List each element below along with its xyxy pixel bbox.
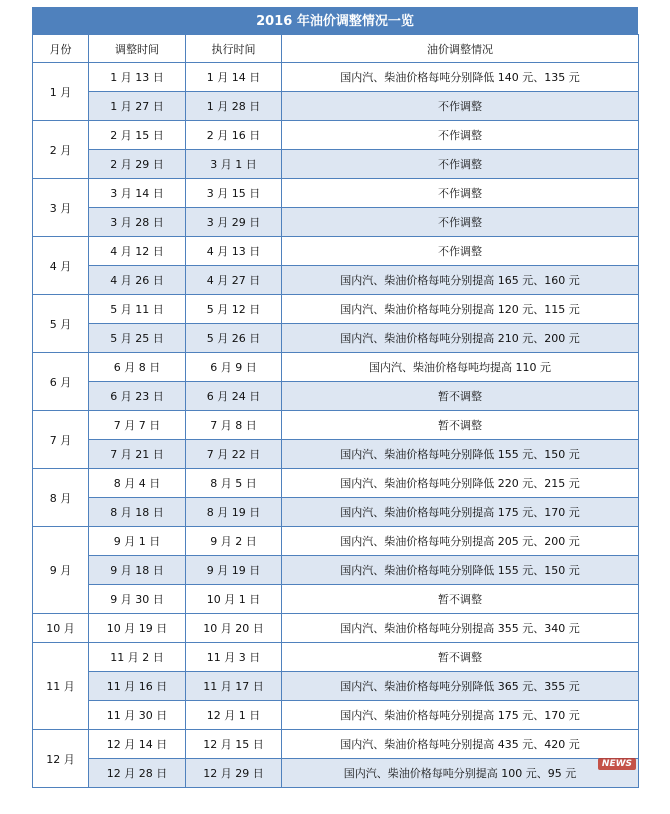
table-row: [33, 237, 639, 266]
adjust-date-cell: 7 月 21 日: [89, 440, 186, 469]
adjustment-detail-cell: 不作调整: [282, 92, 639, 121]
table-row: [33, 527, 639, 556]
table-row: [33, 672, 639, 701]
adjust-date-cell: 6 月 23 日: [89, 382, 186, 411]
adjustment-detail-cell: 国内汽、柴油价格每吨分别提高 165 元、160 元: [282, 266, 639, 295]
exec-date-cell: 12 月 1 日: [186, 701, 282, 730]
header-month: 月份: [33, 35, 89, 63]
table-title: 2016 年油价调整情况一览: [32, 7, 638, 34]
month-cell: 9 月: [33, 527, 89, 614]
adjust-date-cell: 3 月 28 日: [89, 208, 186, 237]
header-adjust-date: 调整时间: [89, 35, 186, 63]
exec-date-cell: 8 月 19 日: [186, 498, 282, 527]
month-cell: 7 月: [33, 411, 89, 469]
table-row: [33, 556, 639, 585]
adjustment-detail-cell: 暂不调整: [282, 585, 639, 614]
table-row: [33, 730, 639, 759]
adjustment-detail-cell: 国内汽、柴油价格每吨分别提高 210 元、200 元: [282, 324, 639, 353]
table-row: [33, 411, 639, 440]
exec-date-cell: 2 月 16 日: [186, 121, 282, 150]
adjust-date-cell: 11 月 30 日: [89, 701, 186, 730]
adjustment-detail-cell: 国内汽、柴油价格每吨分别降低 365 元、355 元: [282, 672, 639, 701]
table-row: [33, 382, 639, 411]
adjust-date-cell: 5 月 11 日: [89, 295, 186, 324]
adjust-date-cell: 12 月 28 日: [89, 759, 186, 788]
adjustment-detail-cell: 国内汽、柴油价格每吨分别提高 120 元、115 元: [282, 295, 639, 324]
adjustment-detail-cell: 国内汽、柴油价格每吨分别提高 205 元、200 元: [282, 527, 639, 556]
table-row: [33, 585, 639, 614]
month-cell: 3 月: [33, 179, 89, 237]
adjustment-detail-cell: 国内汽、柴油价格每吨分别降低 155 元、150 元: [282, 440, 639, 469]
exec-date-cell: 3 月 29 日: [186, 208, 282, 237]
exec-date-cell: 12 月 15 日: [186, 730, 282, 759]
exec-date-cell: 1 月 14 日: [186, 63, 282, 92]
oil-price-table: [32, 34, 639, 788]
adjust-date-cell: 1 月 13 日: [89, 63, 186, 92]
table-row: [33, 701, 639, 730]
table-row: [33, 324, 639, 353]
exec-date-cell: 7 月 22 日: [186, 440, 282, 469]
adjust-date-cell: 2 月 15 日: [89, 121, 186, 150]
adjust-date-cell: 3 月 14 日: [89, 179, 186, 208]
adjust-date-cell: 10 月 19 日: [89, 614, 186, 643]
table-row: [33, 498, 639, 527]
month-cell: 4 月: [33, 237, 89, 295]
exec-date-cell: 9 月 2 日: [186, 527, 282, 556]
adjustment-detail-cell: 暂不调整: [282, 643, 639, 672]
adjustment-detail-cell: 国内汽、柴油价格每吨均提高 110 元: [282, 353, 639, 382]
table-row: [33, 63, 639, 92]
adjustment-detail-cell: 不作调整: [282, 121, 639, 150]
month-cell: 5 月: [33, 295, 89, 353]
exec-date-cell: 1 月 28 日: [186, 92, 282, 121]
table-row: [33, 150, 639, 179]
adjustment-detail-cell: 国内汽、柴油价格每吨分别提高 435 元、420 元: [282, 730, 639, 759]
exec-date-cell: 8 月 5 日: [186, 469, 282, 498]
exec-date-cell: 6 月 9 日: [186, 353, 282, 382]
adjust-date-cell: 6 月 8 日: [89, 353, 186, 382]
table-row: [33, 469, 639, 498]
exec-date-cell: 4 月 13 日: [186, 237, 282, 266]
table-body: [33, 63, 639, 788]
month-cell: 2 月: [33, 121, 89, 179]
adjustment-detail-cell: 国内汽、柴油价格每吨分别降低 140 元、135 元: [282, 63, 639, 92]
oil-price-table-container: [32, 7, 638, 788]
adjustment-detail-cell: 暂不调整: [282, 382, 639, 411]
header-adjustment-detail: 油价调整情况: [282, 35, 639, 63]
adjustment-detail-cell: 国内汽、柴油价格每吨分别提高 175 元、170 元: [282, 701, 639, 730]
adjust-date-cell: 11 月 16 日: [89, 672, 186, 701]
exec-date-cell: 5 月 12 日: [186, 295, 282, 324]
exec-date-cell: 9 月 19 日: [186, 556, 282, 585]
news-watermark: NEWS: [598, 758, 636, 770]
adjust-date-cell: 8 月 4 日: [89, 469, 186, 498]
adjust-date-cell: 12 月 14 日: [89, 730, 186, 759]
table-row: [33, 179, 639, 208]
month-cell: 12 月: [33, 730, 89, 788]
adjust-date-cell: 8 月 18 日: [89, 498, 186, 527]
table-row: [33, 92, 639, 121]
month-cell: 1 月: [33, 63, 89, 121]
adjust-date-cell: 9 月 30 日: [89, 585, 186, 614]
adjustment-detail-cell: 不作调整: [282, 208, 639, 237]
exec-date-cell: 6 月 24 日: [186, 382, 282, 411]
adjustment-detail-cell: 国内汽、柴油价格每吨分别提高 355 元、340 元: [282, 614, 639, 643]
table-row: [33, 353, 639, 382]
month-cell: 8 月: [33, 469, 89, 527]
adjustment-detail-cell: 国内汽、柴油价格每吨分别提高 175 元、170 元: [282, 498, 639, 527]
exec-date-cell: 3 月 1 日: [186, 150, 282, 179]
adjustment-detail-cell: 国内汽、柴油价格每吨分别降低 220 元、215 元: [282, 469, 639, 498]
month-cell: 10 月: [33, 614, 89, 643]
adjust-date-cell: 5 月 25 日: [89, 324, 186, 353]
exec-date-cell: 11 月 3 日: [186, 643, 282, 672]
month-cell: 6 月: [33, 353, 89, 411]
adjustment-detail-cell: 国内汽、柴油价格每吨分别提高 100 元、95 元: [282, 759, 639, 788]
table-row: [33, 759, 639, 788]
adjust-date-cell: 1 月 27 日: [89, 92, 186, 121]
table-row: [33, 295, 639, 324]
adjustment-detail-cell: 暂不调整: [282, 411, 639, 440]
table-row: [33, 266, 639, 295]
exec-date-cell: 10 月 20 日: [186, 614, 282, 643]
exec-date-cell: 12 月 29 日: [186, 759, 282, 788]
exec-date-cell: 3 月 15 日: [186, 179, 282, 208]
adjustment-detail-cell: 不作调整: [282, 237, 639, 266]
adjustment-detail-cell: 国内汽、柴油价格每吨分别降低 155 元、150 元: [282, 556, 639, 585]
adjust-date-cell: 9 月 1 日: [89, 527, 186, 556]
exec-date-cell: 11 月 17 日: [186, 672, 282, 701]
exec-date-cell: 10 月 1 日: [186, 585, 282, 614]
table-row: [33, 121, 639, 150]
adjustment-detail-cell: 不作调整: [282, 179, 639, 208]
table-row: [33, 643, 639, 672]
exec-date-cell: 7 月 8 日: [186, 411, 282, 440]
exec-date-cell: 4 月 27 日: [186, 266, 282, 295]
adjust-date-cell: 11 月 2 日: [89, 643, 186, 672]
header-row: [33, 35, 639, 63]
table-row: [33, 614, 639, 643]
exec-date-cell: 5 月 26 日: [186, 324, 282, 353]
header-exec-date: 执行时间: [186, 35, 282, 63]
table-row: [33, 440, 639, 469]
adjustment-detail-cell: 不作调整: [282, 150, 639, 179]
table-row: [33, 208, 639, 237]
adjust-date-cell: 4 月 26 日: [89, 266, 186, 295]
adjust-date-cell: 7 月 7 日: [89, 411, 186, 440]
adjust-date-cell: 4 月 12 日: [89, 237, 186, 266]
adjust-date-cell: 2 月 29 日: [89, 150, 186, 179]
month-cell: 11 月: [33, 643, 89, 730]
adjust-date-cell: 9 月 18 日: [89, 556, 186, 585]
